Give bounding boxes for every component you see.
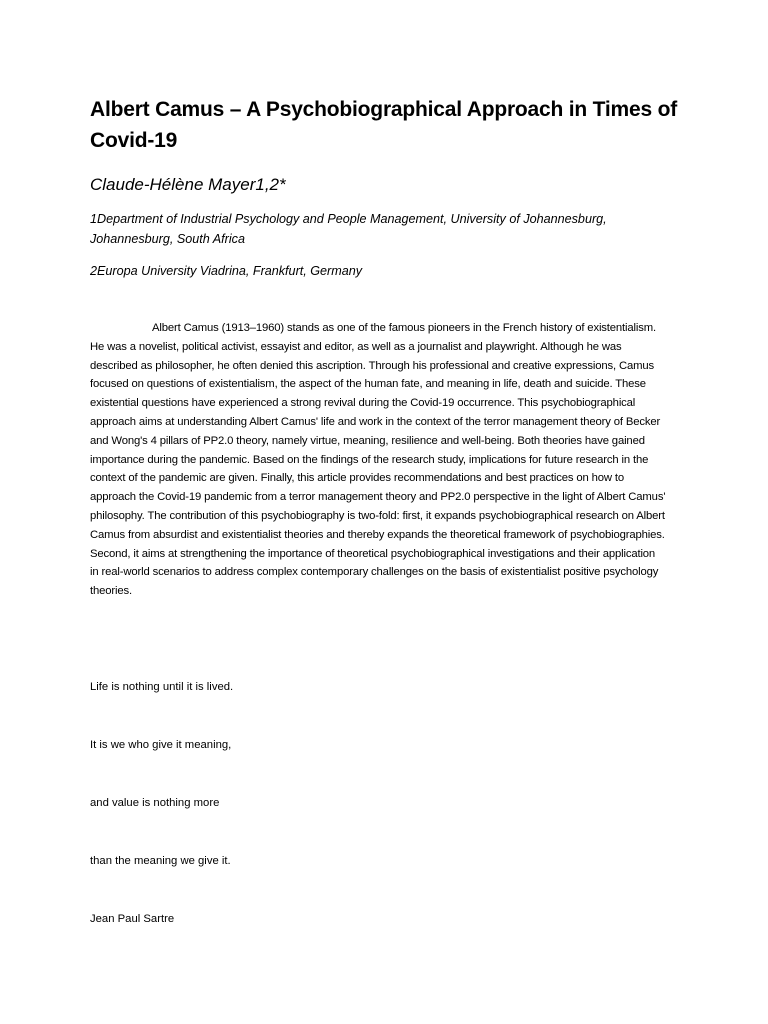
affiliation-1: 1Department of Industrial Psychology and People Management, University of Johannesburg, Johannesburg, South Africa [90, 212, 607, 246]
quote-line: and value is nothing more [90, 797, 220, 809]
quote-line: than the meaning we give it. [90, 855, 231, 867]
abstract-paragraph: Albert Camus (1913–1960) stands as one of the famous pioneers in the French history of existentialism. He was a novelist, political activist, essayist and editor, as well as a journalist and playwright. Although he was described as philosopher, he often denied this ascription. Through his professional and creative expressions, Camus focused on questions of existentialism, the aspect of the human fate, and meaning in life, death and suicide. These existential questions have experienced a strong revival during the Covid-19 occurrence. This psychobiographical approach aims at understanding Albert Camus' life and work in the context of the terror management theory of Becker and Wong's 4 pillars of PP2.0 theory, namely virtue, meaning, resilience and well-being. Both theories have gained importance during the pandemic. Based on the findings of the research study, implications for future research in the context of the pandemic are given. Finally, this article provides recommendations and best practices on how to approach the Covid-19 pandemic from a terror management theory and PP2.0 perspective in the light of Albert Camus' philosophy. The contribution of this psychobiography is two-fold: first, it expands psychobiographical research on Albert Camus from absurdist and existentialist theories and thereby expands the theoretical framework of psychobiographies. Second, it aims at strengthening the importance of theoretical psychobiographical investigations and their application in real-world scenarios to address complex contemporary challenges on the basis of existentialist positive psychology theories. [90, 322, 666, 598]
quote-attribution: Jean Paul Sartre [90, 913, 175, 925]
quote-line: Life is nothing until it is lived. [90, 681, 234, 693]
affiliation-2: 2Europa University Viadrina, Frankfurt, Germany [90, 264, 363, 278]
author-name: Claude-Hélène Mayer1,2* [90, 175, 286, 194]
quote-line: It is we who give it meaning, [90, 739, 232, 751]
paper-title: Albert Camus – A Psychobiographical Approach in Times of Covid-19 [90, 98, 678, 152]
